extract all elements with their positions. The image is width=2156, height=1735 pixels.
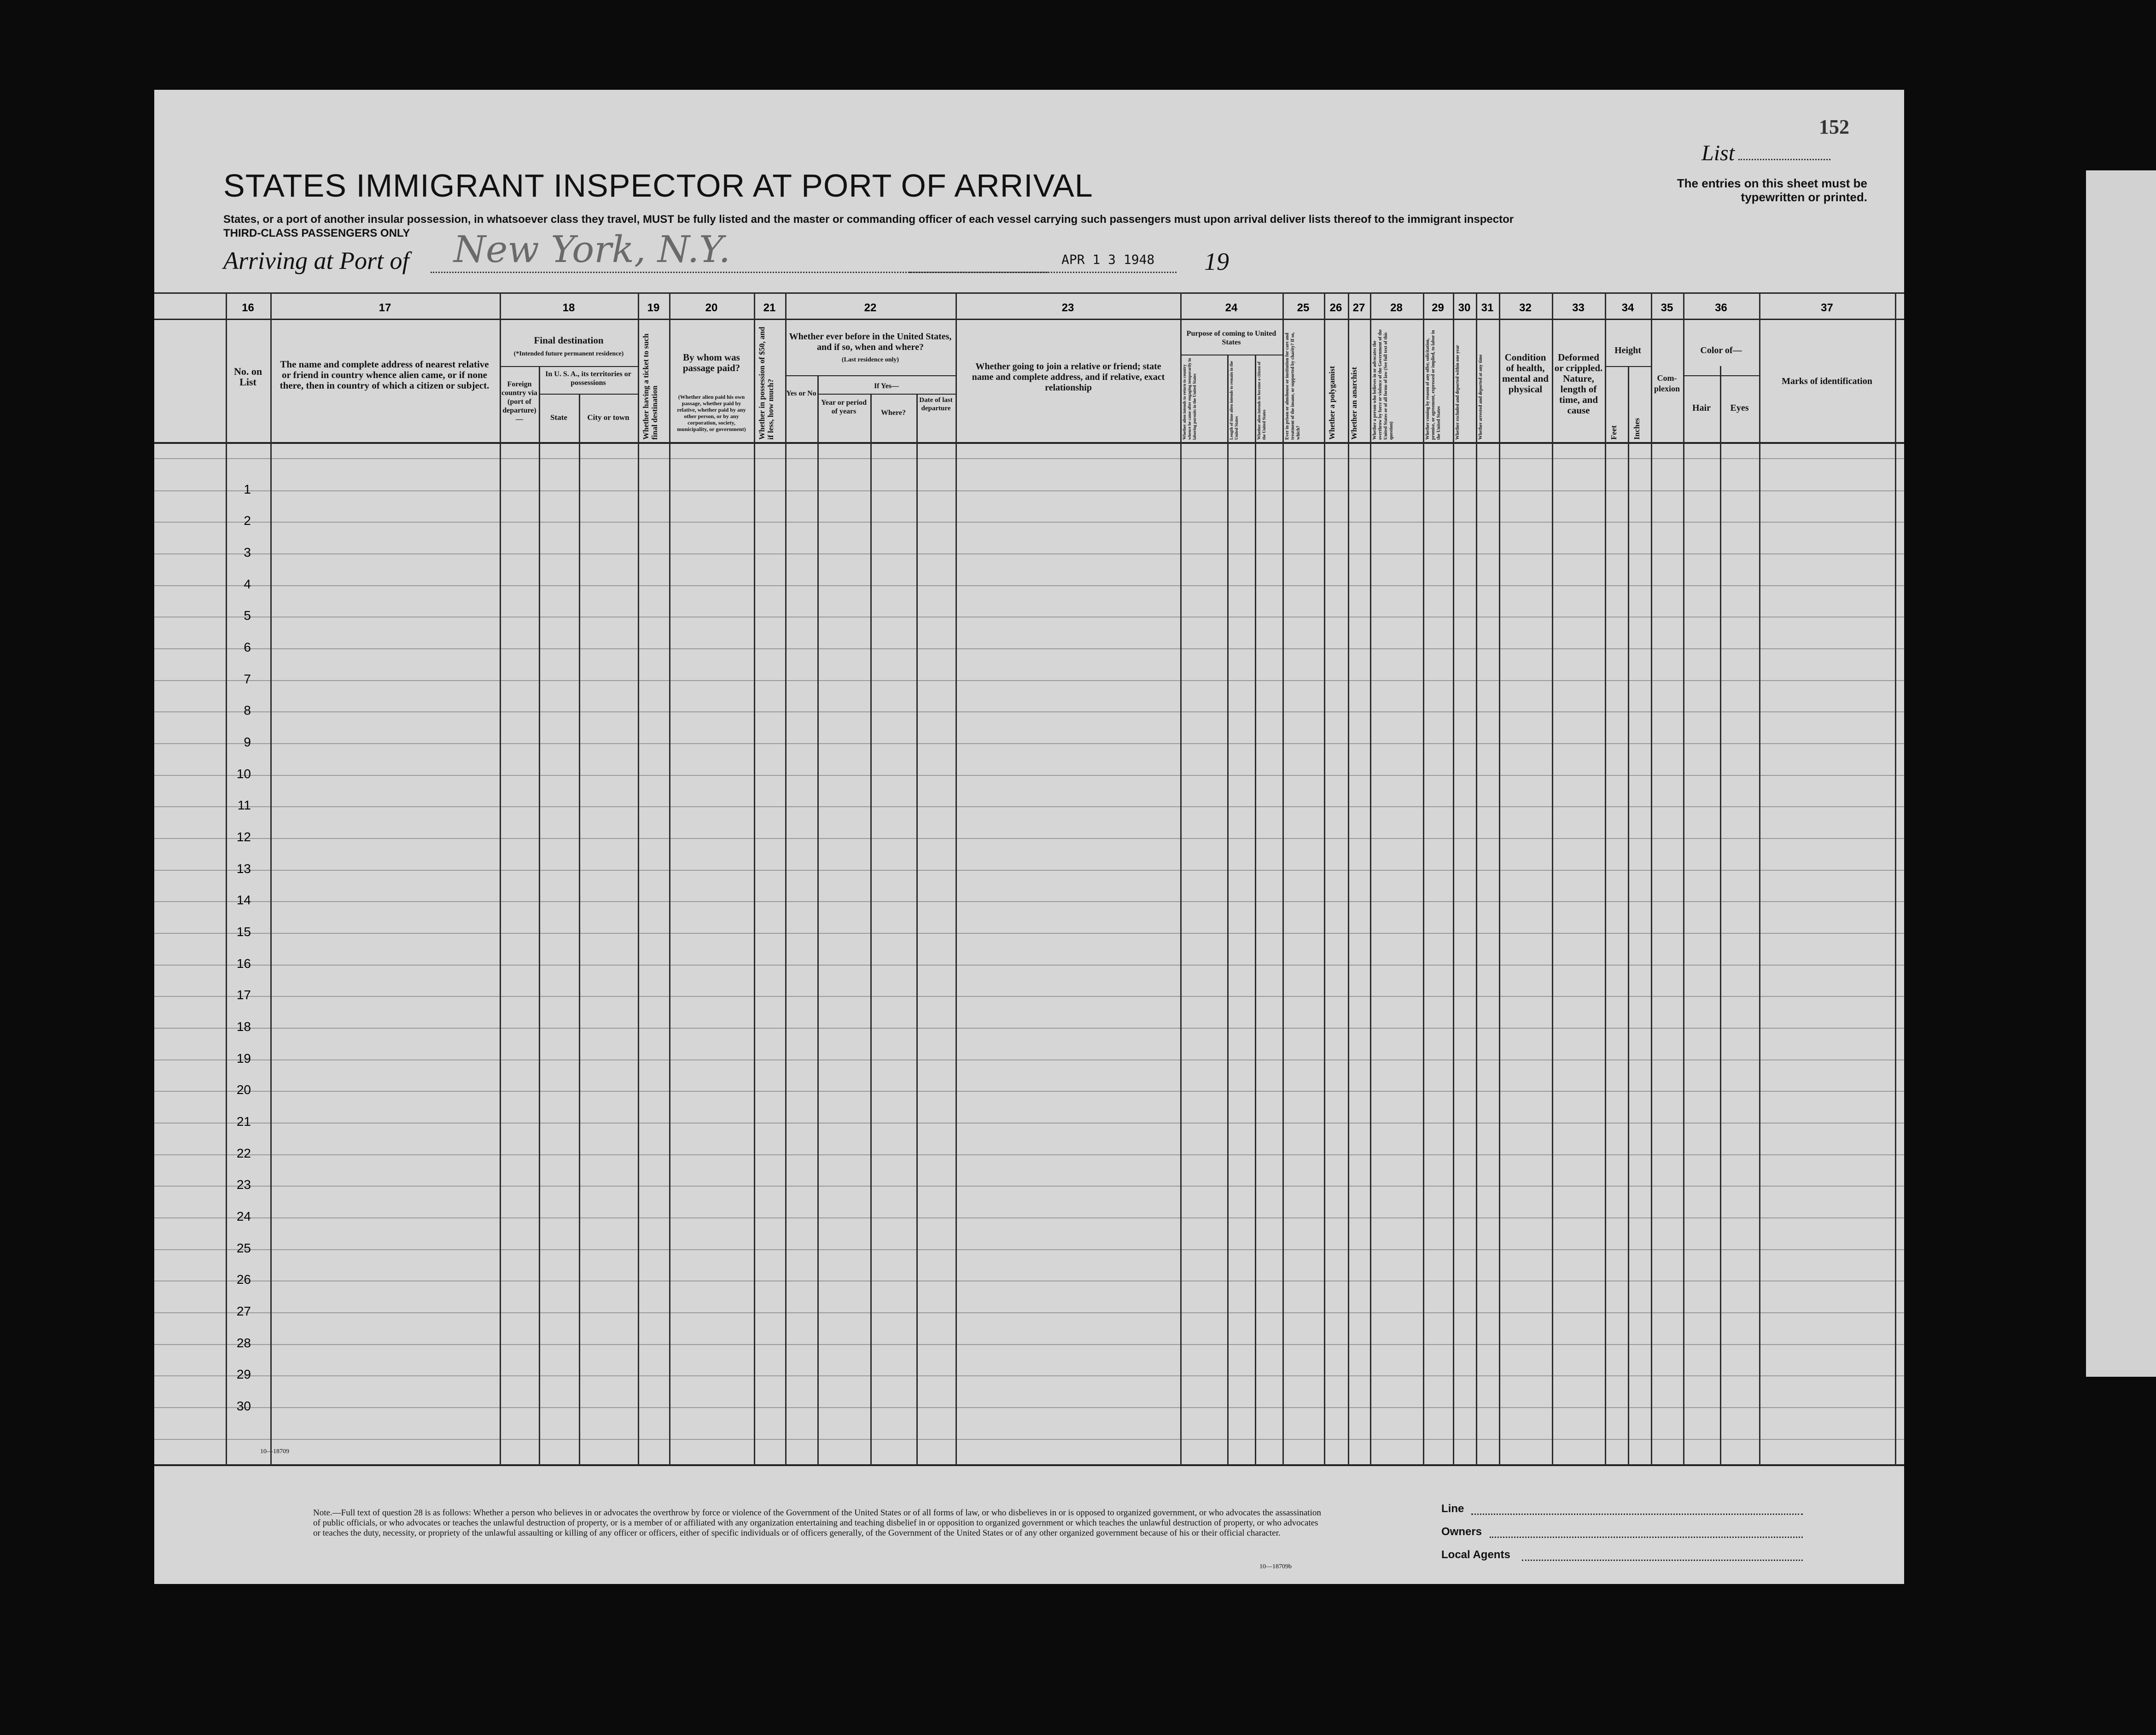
year-prefix: 19 xyxy=(1204,248,1229,275)
row-number: 17 xyxy=(236,988,251,1002)
header-last-residence: (Last residence only) xyxy=(841,356,899,363)
manifest-page xyxy=(154,90,1904,1584)
page-number: 152 xyxy=(1819,116,1849,138)
header-where: Where? xyxy=(881,409,906,417)
row-number: 8 xyxy=(244,703,251,717)
date-blank xyxy=(909,272,1177,273)
header-nearest-relative: The name and complete address of nearest relative or friend in country whence alien came, or if none there, then in country of which a citizen or subject. xyxy=(280,359,489,391)
row-number: 13 xyxy=(236,862,251,876)
col-num-30: 30 xyxy=(1458,302,1471,314)
header-q29: Whether coming by reason of any offer, solicitation, promise, or agreement, expressed or implied, to labor in the United States xyxy=(1425,330,1441,440)
header-inches: Inches xyxy=(1632,418,1641,440)
col-num-20: 20 xyxy=(705,302,718,314)
header-ticket: Whether having a ticket to such final destination xyxy=(641,333,659,440)
row-number: 3 xyxy=(244,545,251,559)
header-purpose-length: Length of time alien intends to remain in the United States xyxy=(1229,361,1239,440)
header-final-destination-sub: (*Intended future permanent residence) xyxy=(513,350,624,357)
header-by-whom: By whom was passage paid? xyxy=(682,352,740,373)
col-num-34: 34 xyxy=(1621,302,1634,314)
row-number: 21 xyxy=(236,1114,251,1129)
typewritten-note: The entries on this sheet must be typewritten or printed. xyxy=(1677,176,1867,204)
header-q31: Whether arrested and deported at any time xyxy=(1478,354,1483,440)
port-handwriting: New York, N.Y. xyxy=(454,228,731,271)
column-number-rule xyxy=(154,319,1904,320)
header-in-usa: In U. S. A., its territories or possessions xyxy=(545,370,631,387)
local-agents-blank xyxy=(1522,1560,1803,1561)
col-num-28: 28 xyxy=(1390,302,1403,314)
row-number: 28 xyxy=(236,1336,251,1350)
row-number: 2 xyxy=(244,513,251,528)
adjacent-page-edge xyxy=(2086,170,2156,1377)
col-num-25: 25 xyxy=(1297,302,1310,314)
header-complexion: Com-plexion xyxy=(1654,373,1680,393)
row-number: 5 xyxy=(244,608,251,623)
page-title: STATES IMMIGRANT INSPECTOR AT PORT OF ARRIVAL xyxy=(223,168,1093,204)
header-foreign-country: Foreign country via (port of departure)— xyxy=(501,380,537,423)
col-num-36: 36 xyxy=(1715,302,1727,314)
col-num-35: 35 xyxy=(1661,302,1673,314)
header-join-relative: Whether going to join a relative or friend; state name and complete address, and if relative, exact relationship xyxy=(972,361,1165,393)
header-deformed: Deformed or crippled. Nature, length of time, and cause xyxy=(1554,352,1603,416)
list-blank xyxy=(1738,159,1830,160)
col-num-21: 21 xyxy=(763,302,776,314)
question-28-note: Note.—Full text of question 28 is as follows: Whether a person who believes in or advocates the overthrow by force or violence of the Government of the United States or of all forms of law, or who disbelieves in or is opposed to organized government, or who advocates the assassination of public officials, or who advocates or teaches the unlawful destruction of property, or is a member of or affiliated with any organization entertaining and teaching disbelief in or opposition to organized government or which teaches the unlawful destruction of property, or who advocates or teaches the duty, necessity, or propriety of the unlawful assaulting or killing of any officer or officers, either of specific individuals or of officers generally, of the Government of the United States or of any other organized government because of his or their official character. xyxy=(313,1508,1321,1538)
header-prison: Ever in prison or almshouse or institution for care and treatment of the insane, or supported by charity? If so, which? xyxy=(1285,332,1301,440)
row-number: 19 xyxy=(236,1051,251,1065)
local-agents-label: Local Agents xyxy=(1441,1549,1510,1561)
line-label: Line xyxy=(1441,1502,1464,1515)
line-blank xyxy=(1471,1514,1803,1515)
row-number: 26 xyxy=(236,1272,251,1287)
row-number: 4 xyxy=(244,577,251,591)
header-yes-or-no: Yes or No xyxy=(786,390,816,397)
col-num-26: 26 xyxy=(1329,302,1342,314)
form-number-right: 10—18709b xyxy=(1259,1563,1292,1570)
row-number: 12 xyxy=(236,830,251,844)
header-state: State xyxy=(550,413,567,422)
row-number: 16 xyxy=(236,956,251,971)
row-number: 22 xyxy=(236,1146,251,1160)
header-year-or-period: Year or period of years xyxy=(821,399,867,415)
header-by-whom-sub: (Whether alien paid his own passage, whether paid by relative, whether paid by any other person, or by any corporation, society, municipality, or government) xyxy=(677,394,746,432)
header-marks: Marks of identification xyxy=(1782,376,1872,386)
row-number: 10 xyxy=(236,767,251,781)
list-label: List xyxy=(1701,141,1735,165)
header-q30: Whether excluded and deported within one year xyxy=(1455,345,1460,440)
arriving-label: Arriving at Port of xyxy=(223,247,409,274)
col-num-17: 17 xyxy=(379,302,391,314)
row-number: 24 xyxy=(236,1209,251,1223)
header-polygamist: Whether a polygamist xyxy=(1328,366,1336,440)
header-city-or-town: City or town xyxy=(587,413,629,422)
row-number: 29 xyxy=(236,1367,251,1381)
row-number: 23 xyxy=(236,1177,251,1192)
col-num-27: 27 xyxy=(1352,302,1365,314)
instruction-text: States, or a port of another insular possession, in whatsoever class they travel, MUST be fully listed and the master or commanding officer of each vessel carrying such passengers must upon arrival deliver lists thereof to the immigrant inspector xyxy=(223,213,1514,226)
header-feet: Feet xyxy=(1609,425,1618,440)
header-color-of: Color of— xyxy=(1700,345,1742,355)
col-num-37: 37 xyxy=(1821,302,1833,314)
row-number: 30 xyxy=(236,1399,251,1413)
col-num-31: 31 xyxy=(1481,302,1494,314)
header-final-destination: Final destination xyxy=(534,335,604,346)
date-stamp: APR 1 3 1948 xyxy=(1061,252,1155,267)
header-ever-before: Whether ever before in the United States, and if so, when and where? xyxy=(789,332,952,352)
row-number: 27 xyxy=(236,1304,251,1318)
col-num-32: 32 xyxy=(1519,302,1532,314)
row-number: 15 xyxy=(236,925,251,939)
header-q28: Whether a person who believes in or advocates the overthrow by force or violence of the Government of the United States or of all forms of law (See full text of this question) xyxy=(1372,329,1394,440)
header-if-yes: If Yes— xyxy=(874,382,899,390)
header-hair: Hair xyxy=(1692,403,1711,413)
col-num-33: 33 xyxy=(1572,302,1585,314)
table-top-rule xyxy=(154,292,1904,294)
row-number: 25 xyxy=(236,1241,251,1255)
header-condition: Condition of health, mental and physical xyxy=(1502,352,1549,395)
col-num-19: 19 xyxy=(647,302,660,314)
header-purpose-citizen: Whether alien intends to become a citizen of the United States xyxy=(1257,361,1266,440)
col-num-16: 16 xyxy=(242,302,254,314)
header-purpose: Purpose of coming to United States xyxy=(1186,330,1276,346)
header-no-on-list: No. on List xyxy=(233,366,262,388)
owners-blank xyxy=(1490,1537,1803,1538)
col-num-29: 29 xyxy=(1432,302,1444,314)
col-num-18: 18 xyxy=(562,302,575,314)
table-bottom-rule xyxy=(154,1464,1904,1466)
row-number: 11 xyxy=(237,798,251,812)
header-bottom-rule xyxy=(154,442,1904,444)
owners-label: Owners xyxy=(1441,1525,1482,1538)
col-num-23: 23 xyxy=(1061,302,1074,314)
header-fifty-dollars: Whether in possession of $50, and if less, how much? xyxy=(758,326,775,440)
col-num-24: 24 xyxy=(1225,302,1238,314)
header-purpose-return: Whether alien intends to return to country whence he came after engaging temporarily in laboring pursuits in the United States xyxy=(1182,358,1197,440)
row-number: 7 xyxy=(244,672,251,686)
row-number: 18 xyxy=(236,1019,251,1034)
header-anarchist: Whether an anarchist xyxy=(1350,367,1358,440)
header-height: Height xyxy=(1614,345,1641,355)
col-num-22: 22 xyxy=(864,302,877,314)
class-line: THIRD-CLASS PASSENGERS ONLY xyxy=(223,227,410,239)
row-number: 9 xyxy=(244,735,251,749)
row-number: 14 xyxy=(236,893,251,907)
form-number-left: 10—18709 xyxy=(260,1448,289,1455)
row-number: 1 xyxy=(244,482,251,496)
header-eyes: Eyes xyxy=(1730,403,1749,413)
row-number: 6 xyxy=(244,640,251,654)
row-number: 20 xyxy=(236,1083,251,1097)
header-date-last-departure: Date of last departure xyxy=(919,396,953,412)
